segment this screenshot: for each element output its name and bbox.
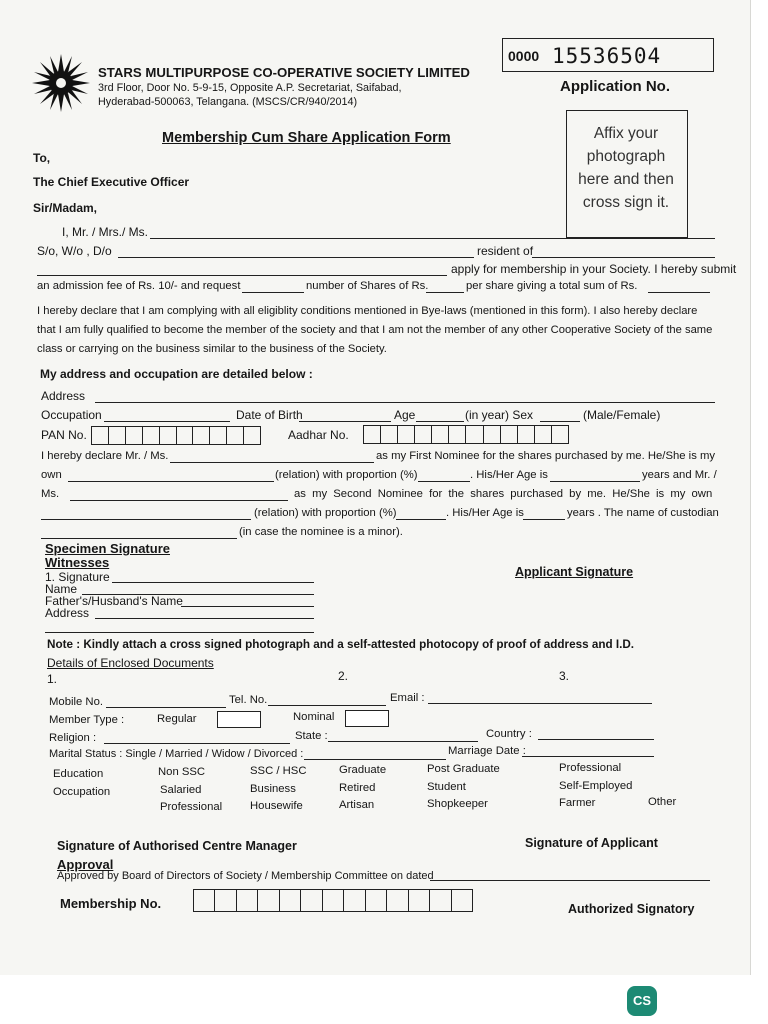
greeting: Sir/Madam, [33, 201, 98, 215]
note-text: Note : Kindly attach a cross signed photograph and a self-attested photocopy of proof of address and I.D. [47, 638, 635, 651]
religion-field[interactable] [104, 743, 290, 744]
name-label: I, Mr. / Mrs./ Ms. [62, 225, 148, 239]
witness-name-label: Name [45, 582, 78, 596]
religion-label: Religion : [49, 732, 97, 744]
marital-status-label: Marital Status : Single / Married / Widow / Divorced : [49, 748, 304, 760]
pan-input[interactable] [91, 426, 261, 445]
second-relation-field[interactable] [41, 519, 251, 520]
occupation-option[interactable]: Business [250, 783, 296, 795]
salutation-to: To, [33, 151, 51, 165]
email-label: Email : [390, 692, 425, 704]
occupation-option[interactable]: Professional [160, 801, 223, 813]
minor-text: (in case the nominee is a minor). [239, 526, 403, 538]
nominal-label: Nominal [293, 711, 335, 723]
regular-checkbox[interactable] [217, 711, 261, 728]
age-field[interactable] [416, 421, 464, 422]
sex-field[interactable] [540, 421, 580, 422]
education-option[interactable]: Post Graduate [427, 763, 500, 775]
relation-text: (relation) with proportion (%) [275, 469, 418, 481]
tel-field[interactable] [268, 705, 386, 706]
second-nominee-field[interactable] [70, 500, 288, 501]
resident-label: resident of [477, 244, 534, 258]
relation-field[interactable] [118, 257, 474, 258]
education-option[interactable]: Professional [559, 762, 622, 774]
nominal-checkbox[interactable] [345, 710, 389, 727]
mobile-field[interactable] [106, 707, 226, 708]
nominee-declare-label: I hereby declare Mr. / Ms. [41, 450, 169, 462]
occupation-option[interactable]: Retired [339, 782, 376, 794]
org-address-line2: Hyderabad-500063, Telangana. (MSCS/CR/940/2014) [98, 96, 358, 108]
address-line-field[interactable] [37, 275, 447, 276]
apply-text: apply for membership in your Society. I hereby submit [451, 262, 737, 276]
document-item-1: 1. [47, 672, 58, 686]
aadhar-input[interactable] [363, 425, 569, 444]
marital-status-field[interactable] [304, 759, 446, 760]
approved-date-field[interactable] [430, 880, 710, 881]
serial-number: 15536504 [552, 44, 662, 68]
occupation-option[interactable]: Housewife [250, 800, 303, 812]
second-proportion-field[interactable] [396, 519, 446, 520]
authorized-signatory: Authorized Signatory [568, 902, 695, 916]
regular-label: Regular [157, 713, 197, 725]
details-heading: My address and occupation are detailed below : [40, 367, 313, 381]
first-nominee-field[interactable] [170, 462, 374, 463]
his-her-age-text: . His/Her Age is [470, 469, 548, 481]
custodian-field[interactable] [41, 538, 237, 539]
age-label: Age [394, 408, 416, 422]
occupation-option[interactable]: Student [427, 781, 466, 793]
form-title: Membership Cum Share Application Form [162, 130, 451, 146]
shares-count-field[interactable] [242, 292, 304, 293]
document-item-3: 3. [559, 669, 570, 683]
resident-field[interactable] [532, 257, 715, 258]
state-label: State : [295, 730, 328, 742]
approved-text: Approved by Board of Directors of Society / Membership Committee on dated [57, 870, 434, 882]
marriage-date-field[interactable] [522, 756, 654, 757]
witness-father-field[interactable] [181, 606, 314, 607]
second-age-field[interactable] [523, 519, 565, 520]
email-field[interactable] [428, 703, 652, 704]
education-option[interactable]: SSC / HSC [250, 765, 307, 777]
first-age-field[interactable] [550, 481, 640, 482]
occupation-option[interactable]: Other [648, 796, 677, 808]
witness-address-field[interactable] [95, 618, 314, 619]
address-label: Address [41, 389, 86, 403]
aadhar-label: Aadhar No. [288, 428, 349, 442]
education-option[interactable]: Graduate [339, 764, 387, 776]
document-item-2: 2. [338, 669, 349, 683]
org-name: STARS MULTIPURPOSE CO-OPERATIVE SOCIETY LIMITED [98, 65, 470, 80]
witness-father-label: Father's/Husband's Name [45, 594, 183, 608]
witness-signature-label: 1. Signature [45, 570, 110, 584]
year-sex-label: (in year) Sex [465, 408, 534, 422]
occupation-options-label: Occupation [53, 786, 111, 798]
occupation-field[interactable] [104, 421, 230, 422]
own-label: own [41, 469, 62, 481]
documents-heading: Details of Enclosed Documents [47, 656, 214, 670]
first-proportion-field[interactable] [418, 481, 470, 482]
dob-field[interactable] [299, 421, 391, 422]
marriage-date-label: Marriage Date : [448, 745, 526, 757]
membership-no-label: Membership No. [60, 896, 162, 911]
occupation-label: Occupation [41, 408, 102, 422]
relation-text-2: (relation) with proportion (%) [254, 507, 397, 519]
occupation-option[interactable]: Shopkeeper [427, 798, 488, 810]
auth-manager-signature: Signature of Authorised Centre Manager [57, 839, 297, 853]
first-relation-field[interactable] [68, 481, 274, 482]
occupation-option[interactable]: Artisan [339, 799, 375, 811]
state-field[interactable] [328, 741, 478, 742]
org-address-line1: 3rd Floor, Door No. 5-9-15, Opposite A.P. Secretariat, Saifabad, [98, 82, 402, 94]
years-and-text: years and Mr. / [642, 469, 717, 481]
approval-heading: Approval [57, 857, 114, 872]
application-no-label: Application No. [560, 78, 670, 95]
ms-label: Ms. [41, 488, 60, 500]
education-label: Education [53, 768, 104, 780]
total-sum-field[interactable] [648, 292, 710, 293]
education-option[interactable]: Non SSC [158, 766, 206, 778]
pan-label: PAN No. [41, 428, 87, 442]
male-female-label: (Male/Female) [583, 408, 661, 422]
shares-text: number of Shares of Rs. [306, 280, 429, 292]
dob-label: Date of Birth [236, 408, 303, 422]
recipient: The Chief Executive Officer [33, 175, 190, 189]
fee-text: an admission fee of Rs. 10/- and request [37, 280, 241, 292]
serial-prefix: 0000 [508, 48, 540, 64]
name-field[interactable] [150, 238, 715, 239]
witness-signature-field[interactable] [112, 582, 314, 583]
relation-label: S/o, W/o , D/o [37, 244, 112, 258]
country-field[interactable] [538, 739, 654, 740]
witness-address-label: Address [45, 606, 90, 620]
second-nominee-text: as my Second Nominee for the shares purchased by me. He/She is my own [294, 488, 713, 500]
his-her-age-text-2: . His/Her Age is [446, 507, 524, 519]
cs-badge-icon: CS [627, 986, 657, 1016]
membership-no-input[interactable] [193, 889, 473, 912]
years-custodian-text: years . The name of custodian [567, 507, 719, 519]
photo-box-text: Affix your photograph here and then cross sign it. [578, 125, 674, 211]
first-nominee-text: as my First Nominee for the shares purchased by me. He/She is my [376, 450, 716, 462]
witnesses-heading: Witnesses [45, 555, 110, 570]
mobile-label: Mobile No. [49, 696, 103, 708]
occupation-option[interactable]: Farmer [559, 797, 596, 809]
share-price-field[interactable] [426, 292, 464, 293]
applicant-signature-label: Applicant Signature [515, 565, 634, 579]
occupation-option[interactable]: Salaried [160, 784, 202, 796]
specimen-signature-heading: Specimen Signature [45, 541, 170, 556]
applicant-signature-footer: Signature of Applicant [525, 836, 658, 850]
tel-label: Tel. No. [229, 694, 268, 706]
occupation-option[interactable]: Self-Employed [559, 780, 633, 792]
member-type-label: Member Type : [49, 714, 125, 726]
address-field[interactable] [95, 402, 715, 403]
declaration-text: I hereby declare that I am complying with all eligiblity conditions mentioned in Bye-laws (mentioned in this form). I also hereby declare that I am fully qualified to become the member of the society and that I am not the member of any other Cooperative Society of the same class or carrying on the business similar to the business of the Society. [37, 305, 713, 355]
star-logo-icon [30, 52, 92, 114]
country-label: Country : [486, 728, 532, 740]
per-share-text: per share giving a total sum of Rs. [466, 280, 638, 292]
witness-address-field-2[interactable] [45, 632, 314, 633]
